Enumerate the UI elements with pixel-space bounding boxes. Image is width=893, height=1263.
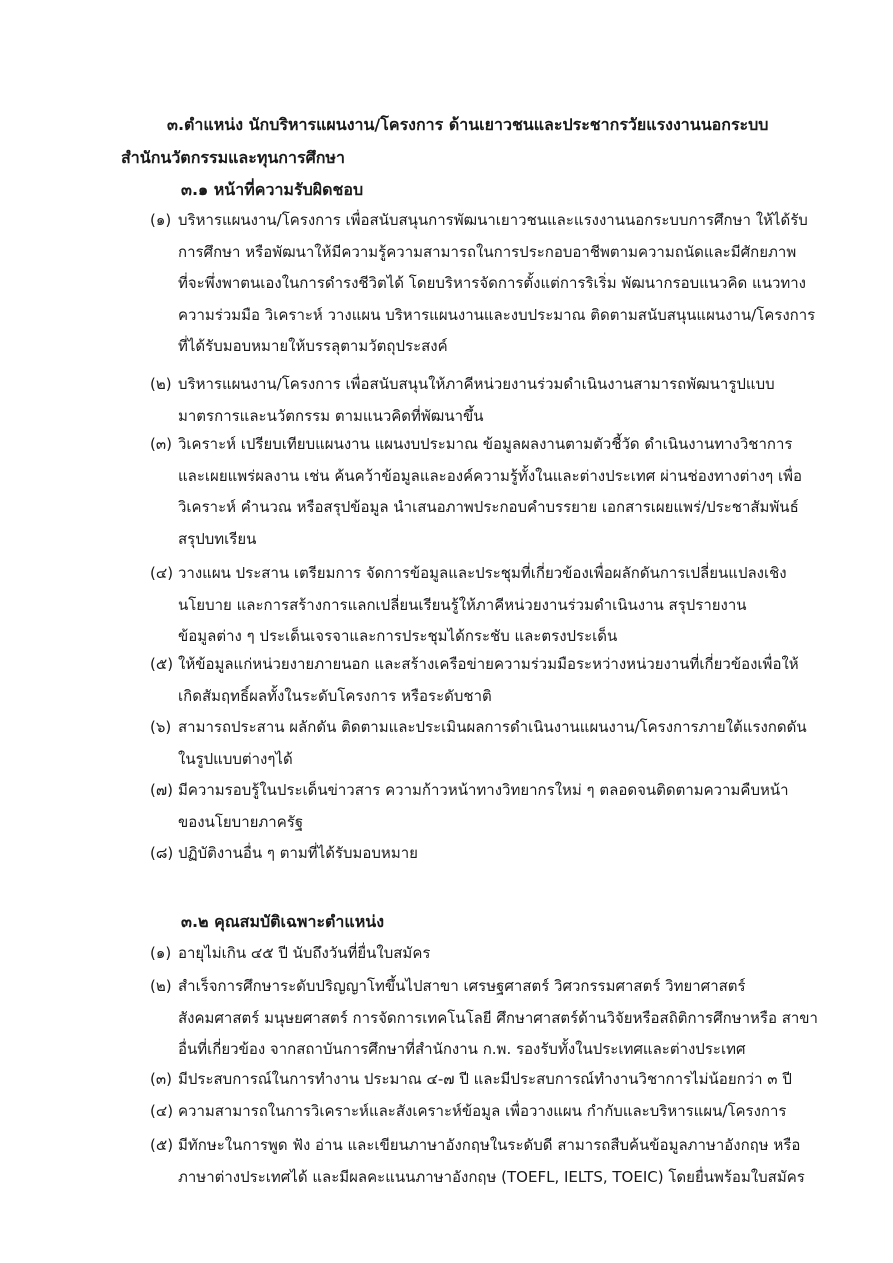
item-number: (๔) xyxy=(150,564,174,582)
item-number: (๘) xyxy=(150,844,174,862)
item-text-line: อายุไม่เกิน ๔๕ ปี นับถึงวันที่ยื่นใบสมัคร xyxy=(178,944,431,962)
item-number: (๔) xyxy=(150,1102,174,1120)
item-number: (๕) xyxy=(150,1136,174,1154)
item-number: (๕) xyxy=(150,655,174,673)
item-number: (๒) xyxy=(150,977,172,995)
item-text-line: ในรูปแบบต่างๆได้ xyxy=(178,749,293,768)
item-text-line: บริหารแผนงาน/โครงการ เพื่อสนับสนุนการพัฒนาเยาวชนและแรงงานนอกระบบการศึกษา ให้ได้รับ xyxy=(178,211,808,229)
item-text-line: ความสามารถในการวิเคราะห์และสังเคราะห์ข้อมูล เพื่อวางแผน กำกับและบริหารแผน/โครงการ xyxy=(178,1102,787,1120)
subsection-title-duties: ๓.๑ หน้าที่ความรับผิดชอบ xyxy=(181,180,364,199)
item-text-line: มีทักษะในการพูด ฟัง อ่าน และเขียนภาษาอังกฤษในระดับดี สามารถสืบค้นข้อมูลภาษาอังกฤษ หรือ xyxy=(178,1136,801,1154)
item-text-line: ภาษาต่างประเทศได้ และมีผลคะแนนภาษาอังกฤษ (TOEFL, IELTS, TOEIC) โดยยื่นพร้อมใบสมัคร xyxy=(178,1167,805,1186)
item-text-line: อื่นที่เกี่ยวข้อง จากสถาบันการศึกษาที่สำนักงาน ก.พ. รองรับทั้งในประเทศและต่างประเทศ xyxy=(178,1040,746,1058)
item-text-line: สำเร็จการศึกษาระดับปริญญาโทขึ้นไปสาขา เศรษฐศาสตร์ วิศวกรรมศาสตร์ วิทยาศาสตร์ xyxy=(178,977,746,995)
item-text-line: สรุปบทเรียน xyxy=(178,529,257,548)
item-text-line: การศึกษา หรือพัฒนาให้มีความรู้ความสามารถในการประกอบอาชีพตามความถนัดและมีศักยภาพ xyxy=(178,242,797,261)
item-number: (๓) xyxy=(150,1070,172,1088)
item-text-line: ข้อมูลต่าง ๆ ประเด็นเจรจาและการประชุมได้กระชับ และตรงประเด็น xyxy=(178,627,618,645)
item-text-line: วิเคราะห์ เปรียบเทียบแผนงาน แผนงบประมาณ ข้อมูลผลงานตามตัวชี้วัด ดำเนินงานทางวิชาการ xyxy=(178,435,793,453)
item-text-line: ที่จะพึ่งพาตนเองในการดำรงชีวิตได้ โดยบริหารจัดการตั้งแต่การริเริ่ม พัฒนากรอบแนวคิด แนวทาง xyxy=(178,274,807,292)
item-text-line: ที่ได้รับมอบหมายให้บรรลุตามวัตถุประสงค์ xyxy=(178,337,448,355)
item-text-line: วิเคราะห์ คำนวณ หรือสรุปข้อมูล นำเสนอภาพประกอบคำบรรยาย เอกสารเผยแพร่/ประชาสัมพันธ์ xyxy=(178,498,799,516)
item-number: (๑) xyxy=(150,944,172,962)
item-number: (๑) xyxy=(150,211,172,229)
item-text-line: ปฏิบัติงานอื่น ๆ ตามที่ได้รับมอบหมาย xyxy=(178,844,418,862)
item-number: (๒) xyxy=(150,375,172,393)
item-text-line: และเผยแพร่ผลงาน เช่น ค้นคว้าข้อมูลและองค์ความรู้ทั้งในและต่างประเทศ ผ่านช่องทางต่างๆ เพื่อ xyxy=(178,466,803,485)
item-text-line: เกิดสัมฤทธิ์ผลทั้งในระดับโครงการ หรือระดับชาติ xyxy=(178,686,492,705)
item-number: (๗) xyxy=(150,781,173,799)
section-title-line2: สำนักนวัตกรรมและทุนการศึกษา xyxy=(121,148,345,167)
item-number: (๓) xyxy=(150,435,172,453)
item-text-line: มาตรการและนวัตกรรม ตามแนวคิดที่พัฒนาขึ้น xyxy=(178,406,484,425)
item-text-line: ความร่วมมือ วิเคราะห์ วางแผน บริหารแผนงานและงบประมาณ ติดตามสนับสนุนแผนงาน/โครงการ xyxy=(178,305,816,324)
item-text-line: ให้ข้อมูลแก่หน่วยงายภายนอก และสร้างเครือข่ายความร่วมมือระหว่างหน่วยงานที่เกี่ยวข้องเพื่อให้ xyxy=(178,655,799,673)
item-text-line: สามารถประสาน ผลักดัน ติดตามและประเมินผลการดำเนินงานแผนงาน/โครงการภายใต้แรงกดดัน xyxy=(178,718,807,736)
item-text-line: นโยบาย และการสร้างการแลกเปลี่ยนเรียนรู้ให้ภาคีหน่วยงานร่วมดำเนินงาน สรุปรายงาน xyxy=(178,595,747,614)
item-text-line: วางแผน ประสาน เตรียมการ จัดการข้อมูลและประชุมที่เกี่ยวข้องเพื่อผลักดันการเปลี่ยนแปลงเชิง xyxy=(178,564,787,582)
item-text-line: มีประสบการณ์ในการทำงาน ประมาณ ๔-๗ ปี และมีประสบการณ์ทำงานวิชาการไม่น้อยกว่า ๓ ปี xyxy=(178,1070,792,1088)
item-text-line: มีความรอบรู้ในประเด็นข่าวสาร ความก้าวหน้าทางวิทยากรใหม่ ๆ ตลอดจนติดตามความคืบหน้า xyxy=(178,781,789,799)
item-text-line: บริหารแผนงาน/โครงการ เพื่อสนับสนุนให้ภาคีหน่วยงานร่วมดำเนินงานสามารถพัฒนารูปแบบ xyxy=(178,375,775,393)
item-text-line: สังคมศาสตร์ มนุษยศาสตร์ การจัดการเทคโนโลยี ศึกษาศาสตร์ด้านวิจัยหรือสถิติการศึกษาหรือ สาขา xyxy=(178,1008,818,1027)
item-number: (๖) xyxy=(150,718,172,736)
subsection-title-qualifications: ๓.๒ คุณสมบัติเฉพาะตำแหน่ง xyxy=(181,912,385,931)
section-title-line1: ๓.ตำแหน่ง นักบริหารแผนงาน/โครงการ ด้านเยาวชนและประชากรวัยแรงงานนอกระบบ xyxy=(167,115,769,134)
item-text-line: ของนโยบายภาครัฐ xyxy=(178,812,304,831)
